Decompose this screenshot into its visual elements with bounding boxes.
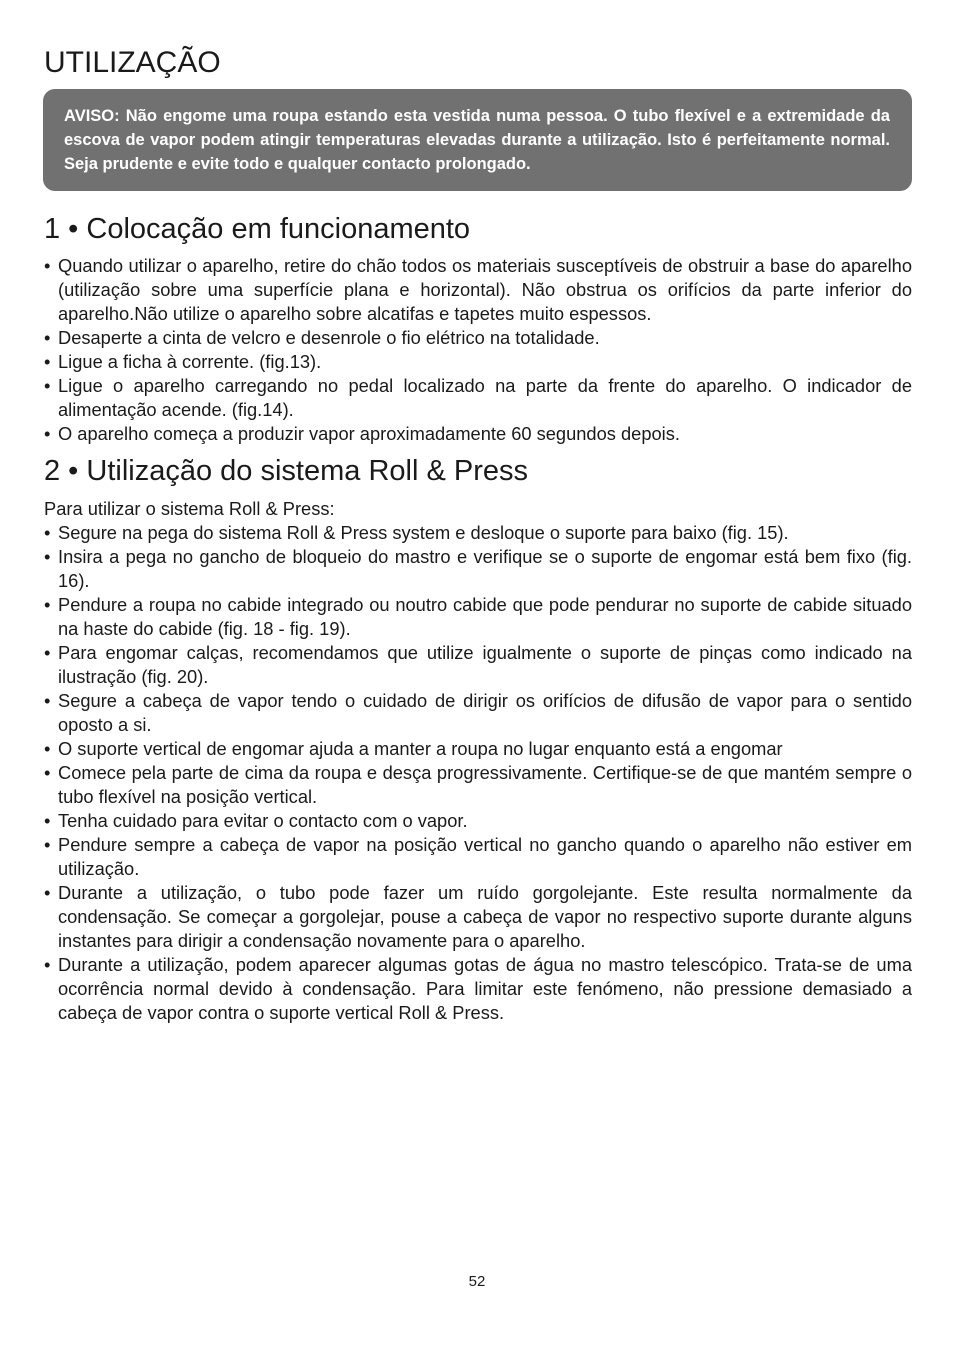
list-item: • Quando utilizar o aparelho, retire do chão todos os materiais susceptíveis de obstruir a base do aparelho (utilização sobre uma superfície plana e horizontal). Não obstrua os orifícios da parte inferior do aparelho.Não utilize o aparelho sobre alcatifas e tapetes muito espessos. [44,254,912,326]
list-item: • O aparelho começa a produzir vapor aproximadamente 60 segundos depois. [44,422,912,446]
list-item: • Durante a utilização, o tubo pode fazer um ruído gorgolejante. Este resulta normalmente da condensação. Se começar a gorgolejar, pouse a cabeça de vapor no respectivo suporte durante alguns instantes para dirigir a condensação novamente para o aparelho. [44,881,912,953]
list-item: • Pendure a roupa no cabide integrado ou noutro cabide que pode pendurar no suporte de cabide situado na haste do cabide (fig. 18 - fig. 19). [44,593,912,641]
page-title: UTILIZAÇÃO [44,46,221,79]
section-heading-roll-press: 2 • Utilização do sistema Roll & Press [44,455,528,487]
list-item: • Segure na pega do sistema Roll & Press system e desloque o suporte para baixo (fig. 15). [44,521,912,545]
bullet-list [44,521,912,1025]
list-item: • Segure a cabeça de vapor tendo o cuidado de dirigir os orifícios de difusão de vapor para o sentido oposto a si. [44,689,912,737]
list-item: • Ligue o aparelho carregando no pedal localizado na parte da frente do aparelho. O indicador de alimentação acende. (fig.14). [44,374,912,422]
list-item: • Desaperte a cinta de velcro e desenrole o fio elétrico na totalidade. [44,326,912,350]
section-body-operation [44,254,912,446]
list-item: • Comece pela parte de cima da roupa e desça progressivamente. Certifique-se de que mantém sempre o tubo flexível na posição vertical. [44,761,912,809]
list-item: • O suporte vertical de engomar ajuda a manter a roupa no lugar enquanto está a engomar [44,737,912,761]
page-number: 52 [468,1273,486,1290]
list-item: • Ligue a ficha à corrente. (fig.13). [44,350,912,374]
list-item: • Tenha cuidado para evitar o contacto com o vapor. [44,809,912,833]
list-item: • Pendure sempre a cabeça de vapor na posição vertical no gancho quando o aparelho não estiver em utilização. [44,833,912,881]
section-heading-operation: 1 • Colocação em funcionamento [44,213,471,245]
list-item: • Para engomar calças, recomendamos que utilize igualmente o suporte de pinças como indicado na ilustração (fig. 20). [44,641,912,689]
warning-box [43,89,912,191]
bullet-list [44,254,912,446]
section-body-roll-press [44,497,912,1025]
list-item: • Durante a utilização, podem aparecer algumas gotas de água no mastro telescópico. Trata-se de uma ocorrência normal devido à condensação. Para limitar este fenómeno, não pressione demasiado a cabeça de vapor contra o suporte vertical Roll & Press. [44,953,912,1025]
warning-text: AVISO: Não engome uma roupa estando esta vestida numa pessoa. O tubo flexível e a extremidade da escova de vapor podem atingir temperaturas elevadas durante a utilização. Isto é perfeitamente normal. Seja prudente e evite todo e qualquer contacto prolongado. [64,107,890,173]
list-item: • Insira a pega no gancho de bloqueio do mastro e verifique se o suporte de engomar está bem fixo (fig. 16). [44,545,912,593]
section-intro: Para utilizar o sistema Roll & Press: [44,498,335,519]
